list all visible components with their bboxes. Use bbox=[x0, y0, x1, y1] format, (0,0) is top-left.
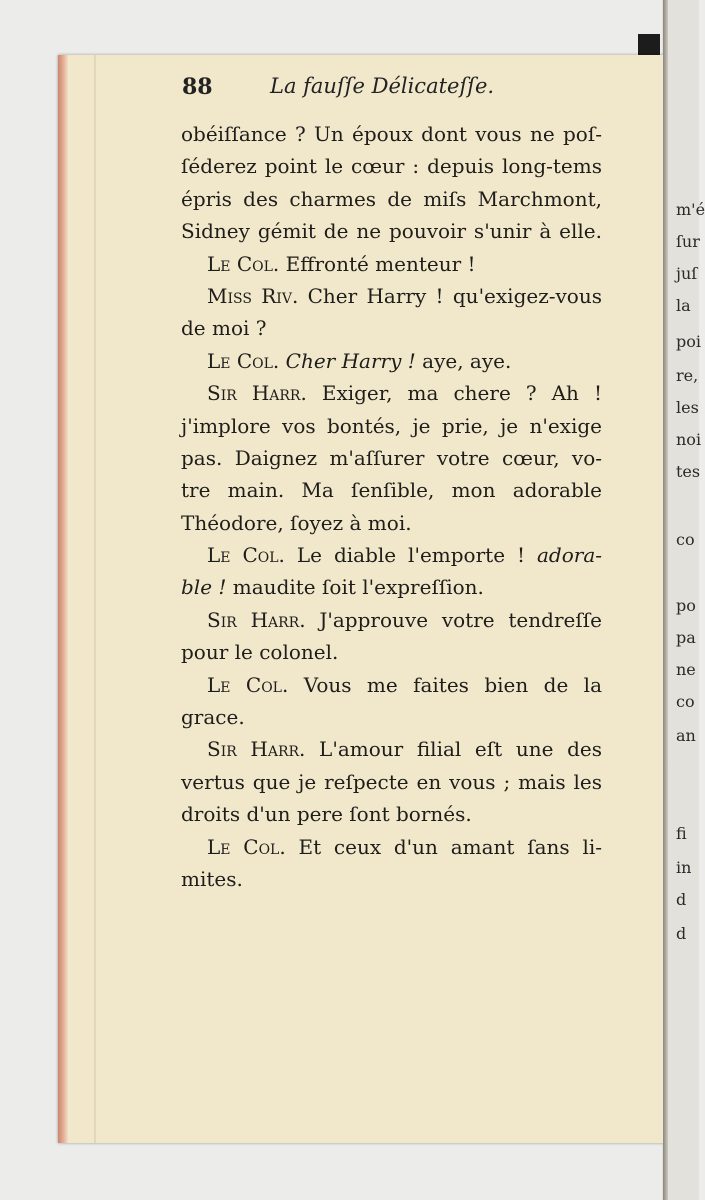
speech-text: Exiger, ma chere ? Ah ! bbox=[306, 381, 602, 406]
adjacent-fragment: ſur bbox=[676, 232, 700, 251]
adjacent-fragment: les bbox=[676, 398, 699, 417]
italic-text: Cher Harry ! bbox=[279, 348, 416, 373]
text-line bbox=[181, 733, 602, 765]
speaker-name: Le Col. bbox=[207, 251, 280, 276]
italic-text: adora- bbox=[525, 543, 602, 568]
text-line: grace. bbox=[181, 705, 245, 730]
speech-text: Cher Harry ! qu'exigez-vous bbox=[298, 283, 602, 308]
adjacent-fragment: noi bbox=[676, 430, 702, 449]
text-line bbox=[181, 604, 602, 636]
adjacent-fragment: la bbox=[676, 296, 691, 315]
spine-shadow bbox=[663, 0, 668, 1200]
text-line: pas. Daignez m'aſſurer votre cœur, vo- bbox=[181, 445, 602, 470]
text-line: de moi ? bbox=[181, 316, 267, 341]
text-line: tre main. Ma ſenſible, mon adorable bbox=[181, 478, 602, 503]
text-line: vertus que je reſpecte en vous ; mais les bbox=[181, 769, 602, 794]
text-line: j'implore vos bontés, je prie, je n'exige bbox=[181, 413, 602, 438]
body-text bbox=[181, 118, 602, 895]
speech-text: L'amour filial eſt une des bbox=[305, 737, 602, 762]
text-line bbox=[181, 669, 602, 701]
speech-text: maudite ſoit l'expreſſion. bbox=[226, 575, 484, 600]
speaker-name: Le Col. bbox=[207, 672, 289, 697]
speaker-name: Le Col. bbox=[207, 543, 285, 568]
page-edge-line bbox=[94, 55, 96, 1143]
text-line: pour le colonel. bbox=[181, 640, 339, 665]
text-line bbox=[181, 280, 602, 312]
text-line bbox=[181, 571, 602, 603]
speaker-name: Sir Harr. bbox=[207, 737, 306, 762]
adjacent-fragment: in bbox=[676, 858, 692, 877]
adjacent-fragment: re, bbox=[676, 366, 699, 385]
speaker-name: Sir Harr. bbox=[207, 607, 306, 632]
adjacent-fragment: ne bbox=[676, 660, 696, 679]
speech-text: Et ceux d'un amant ſans li- bbox=[285, 834, 603, 859]
adjacent-fragment: tes bbox=[676, 462, 701, 481]
adjacent-fragment: m'é bbox=[676, 200, 705, 219]
italic-text: ble ! bbox=[181, 575, 227, 600]
adjacent-fragment: d bbox=[676, 924, 687, 943]
speech-text: aye, aye. bbox=[415, 348, 512, 373]
adjacent-fragment: co bbox=[676, 692, 695, 711]
text-line: Sidney gémit de ne pouvoir s'unir à elle. bbox=[181, 219, 602, 244]
adjacent-fragment: juſ bbox=[676, 264, 698, 283]
speech-text: Vous me faites bien de la bbox=[288, 672, 602, 697]
speaker-name: Le Col. bbox=[207, 348, 280, 373]
page-number: 88 bbox=[182, 74, 213, 100]
text-line: obéiſſance ? Un époux dont vous ne poſ- bbox=[181, 122, 602, 146]
adjacent-fragment: po bbox=[676, 596, 696, 615]
speech-text: J'approuve votre tendreſſe bbox=[305, 607, 602, 632]
text-line bbox=[181, 345, 602, 377]
adjacent-fragment: fi bbox=[676, 824, 687, 843]
speaker-name: Miſs Riv. bbox=[207, 283, 299, 308]
speaker-name: Le Col. bbox=[207, 834, 286, 859]
adjacent-fragment: an bbox=[676, 726, 696, 745]
speaker-name: Sir Harr. bbox=[207, 381, 307, 406]
text-line: épris des charmes de miſs Marchmont, bbox=[181, 186, 602, 211]
text-line bbox=[181, 248, 602, 280]
text-line: mites. bbox=[181, 866, 243, 891]
page-header bbox=[182, 74, 542, 110]
text-line bbox=[181, 377, 602, 409]
adjacent-fragment: d bbox=[676, 890, 687, 909]
speech-text: Effronté menteur ! bbox=[279, 251, 476, 276]
adjacent-fragment: pa bbox=[676, 628, 696, 647]
text-line: droits d'un pere ſont bornés. bbox=[181, 802, 472, 827]
speech-text: Le diable l'emporte ! bbox=[284, 543, 526, 568]
color-calibration-tab bbox=[638, 34, 660, 56]
text-line: ſéderez point le cœur : depuis long-tems bbox=[181, 154, 602, 179]
text-line: Théodore, ſoyez à moi. bbox=[181, 510, 412, 535]
page-edge-red bbox=[58, 55, 68, 1143]
text-line bbox=[181, 831, 602, 863]
text-line bbox=[181, 539, 602, 571]
running-title: La fauſſe Délicateſſe. bbox=[270, 74, 495, 98]
adjacent-fragment: co bbox=[676, 530, 695, 549]
adjacent-fragment: poi bbox=[676, 332, 701, 351]
